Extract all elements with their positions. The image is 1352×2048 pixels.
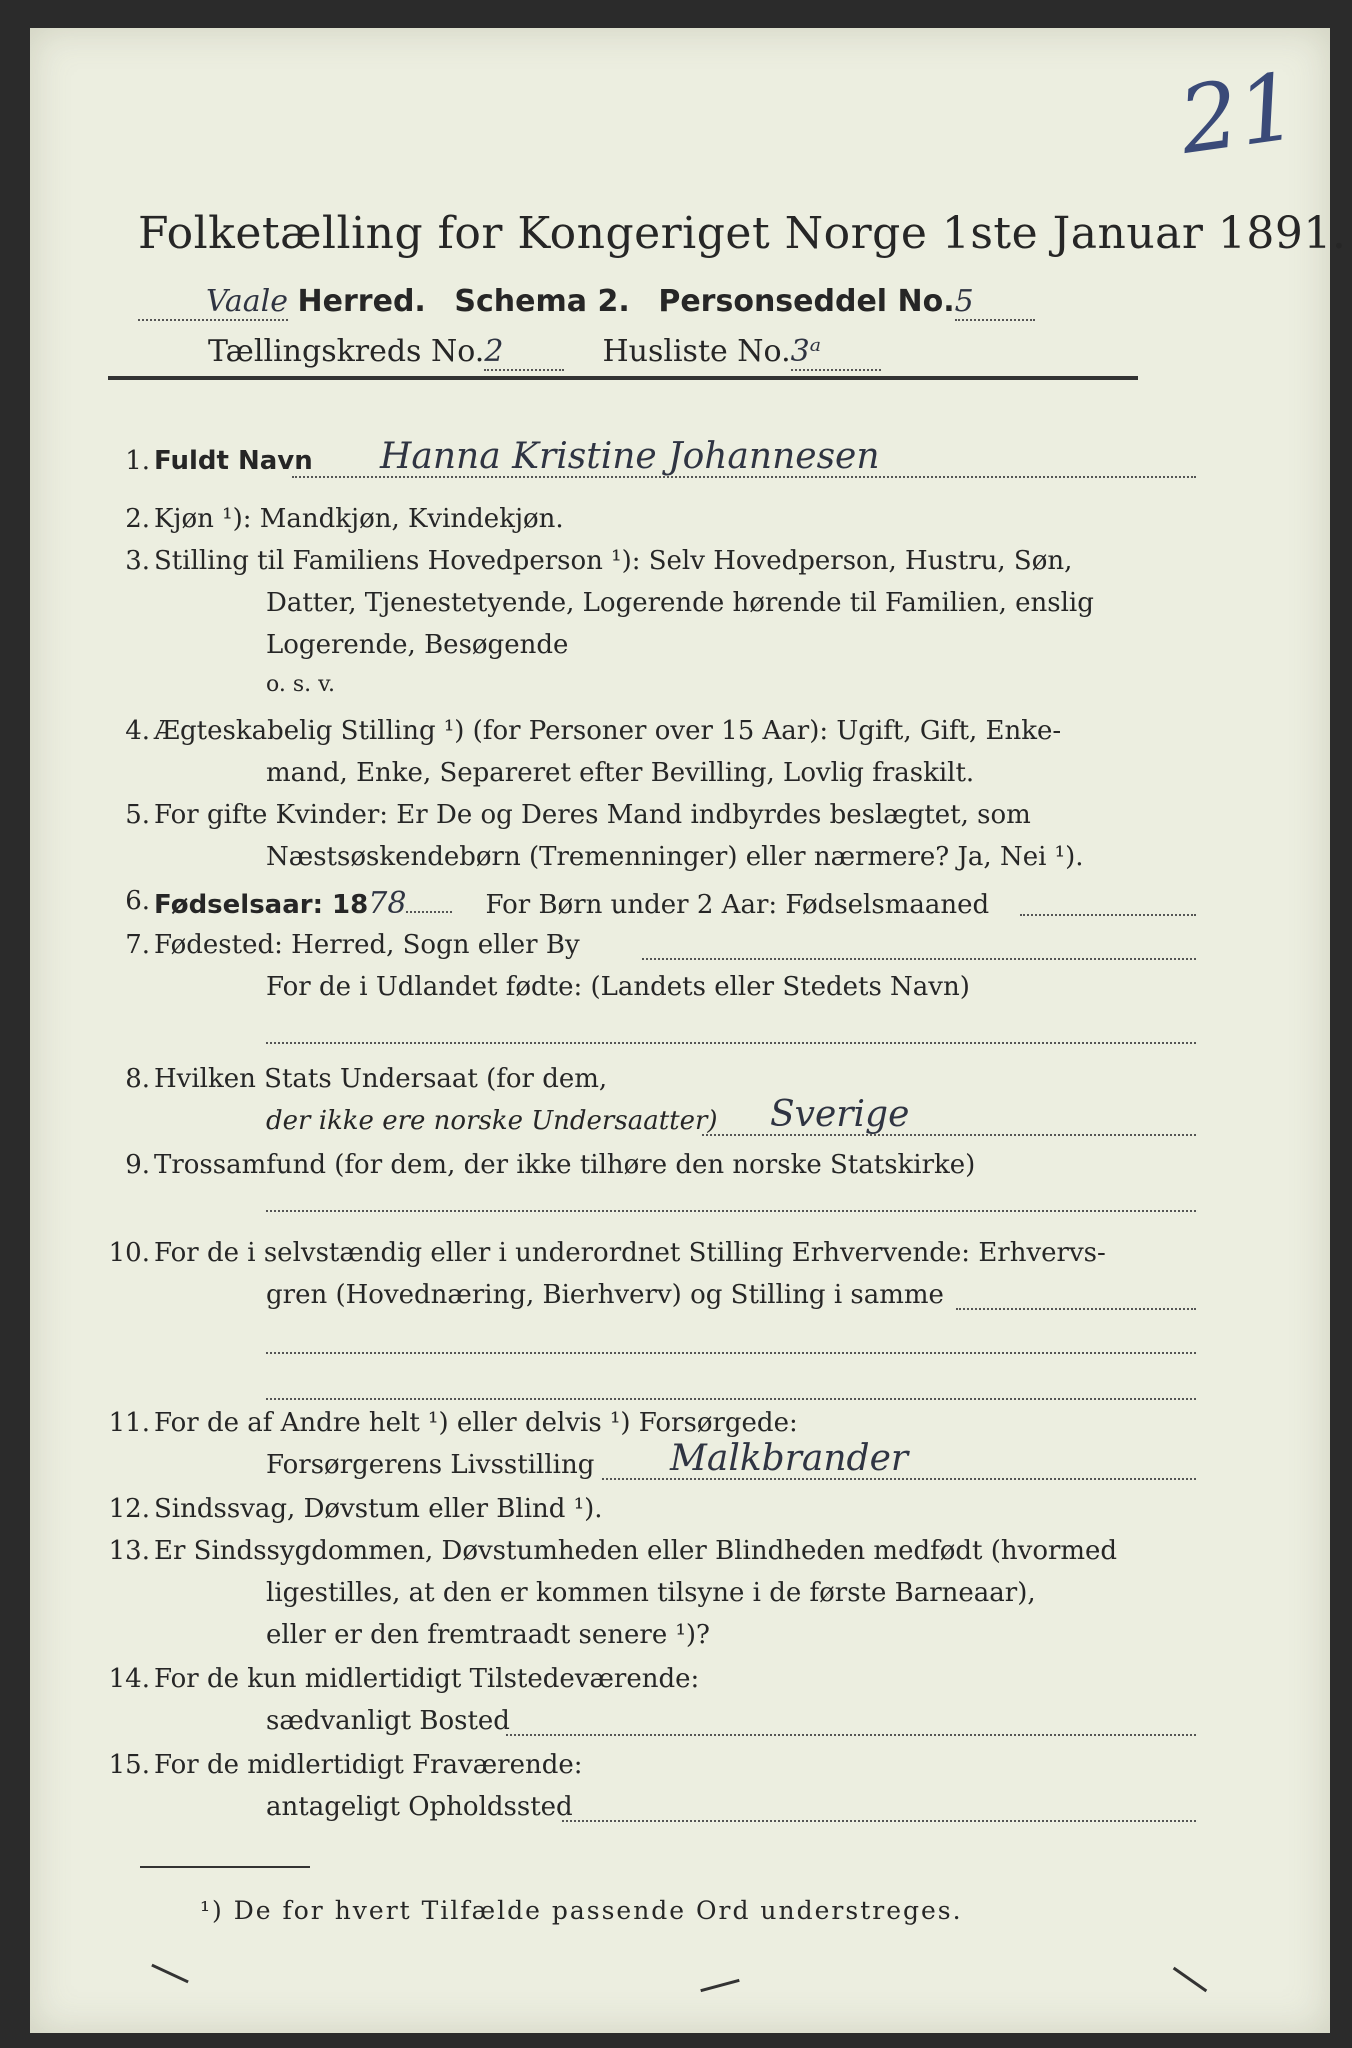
item-10-fill-3: [266, 1398, 1196, 1400]
item-number: 12.: [108, 1494, 150, 1524]
corner-mark-right: [1173, 1967, 1207, 1992]
item-11-value: Malkbrander: [670, 1438, 909, 1479]
item-15-fill: [562, 1820, 1196, 1822]
item-number: 7.: [125, 930, 150, 960]
item-number: 3.: [125, 546, 150, 576]
item-10-fill: [956, 1308, 1196, 1310]
item-10-line-1: For de i selvstændig eller i underordnet Stilling Erhvervende: Erhvervs-: [154, 1238, 1106, 1268]
item-5-line-1: For gifte Kvinder: Er De og Deres Mand indbyrdes beslægtet, som: [154, 800, 1031, 830]
item-13-line-3: eller er den fremtraadt senere ¹)?: [266, 1620, 710, 1650]
husliste-field: [791, 334, 881, 371]
kreds-field: [484, 334, 564, 371]
corner-mark-left: [151, 1964, 189, 1984]
header-row-1: [138, 284, 1035, 321]
item-15-line-1: For de midlertidigt Fraværende:: [154, 1750, 583, 1780]
item-10-line-2: gren (Hovednæring, Bierhverv) og Stilling i samme: [266, 1280, 944, 1310]
header-row-2: [208, 334, 881, 371]
item-number: 15.: [108, 1750, 150, 1780]
item-9-fill: [266, 1210, 1196, 1212]
item-1-label: [154, 446, 313, 476]
item-6-fill-2: [1020, 914, 1196, 916]
item-5-line-2: Næstsøskendebørn (Tremenninger) eller nærmere? Ja, Nei ¹).: [266, 842, 1084, 872]
census-form-sheet: [30, 28, 1347, 2033]
item-7-fill-2: [266, 1042, 1196, 1044]
corner-mark-center: [700, 1979, 739, 1992]
item-1-value: Hanna Kristine Johannesen: [380, 436, 880, 477]
item-number: 11.: [108, 1408, 150, 1438]
schema-label: Schema 2.: [454, 284, 630, 319]
kreds-value: 2: [484, 334, 504, 369]
item-number: 5.: [125, 800, 150, 830]
item-8-line-2: der ikke ere norske Undersaatter): [266, 1106, 718, 1136]
item-3-line-4: o. s. v.: [266, 672, 335, 697]
item-number: 10.: [108, 1238, 150, 1268]
item-8-line-1: Hvilken Stats Undersaat (for dem,: [154, 1064, 608, 1094]
item-11-line-1: For de af Andre helt ¹) eller delvis ¹) Forsørgede:: [154, 1408, 798, 1438]
item-1-text: Fuldt Navn: [154, 446, 313, 476]
form-title: Folketælling for Kongeriget Norge 1ste Januar 1891.: [138, 208, 1347, 259]
personseddel-label: Personseddel No.: [658, 284, 955, 319]
item-number: 1.: [125, 446, 150, 476]
husliste-value: 3ᵃ: [790, 334, 821, 369]
item-13-line-2: ligestilles, at den er kommen tilsyne i de første Barneaar),: [266, 1578, 1036, 1608]
item-7-line-1: Fødested: Herred, Sogn eller By: [154, 930, 580, 960]
item-6-secondary: For Børn under 2 Aar: Fødselsmaaned: [485, 890, 990, 920]
item-7-line-2: For de i Udlandet fødte: (Landets eller Stedets Navn): [266, 972, 970, 1002]
item-14-line-2: sædvanligt Bosted: [266, 1706, 510, 1736]
husliste-label: Husliste No.: [602, 334, 791, 369]
personseddel-value: 5: [954, 284, 974, 319]
item-6-text: [154, 886, 989, 921]
page-number-handwritten: 21: [1173, 52, 1304, 175]
item-12-line-1: Sindssvag, Døvstum eller Blind ¹).: [154, 1494, 603, 1524]
item-14-line-1: For de kun midlertidigt Tilstedeværende:: [154, 1664, 700, 1694]
item-2-text: Kjøn ¹): Mandkjøn, Kvindekjøn.: [154, 504, 564, 534]
header-divider: [108, 376, 1138, 380]
footnote-divider: [140, 1866, 310, 1868]
item-8-value: Sverige: [770, 1094, 910, 1135]
item-4-line-2: mand, Enke, Separeret efter Bevilling, Lovlig fraskilt.: [266, 758, 975, 788]
item-6-fill: [406, 911, 452, 913]
item-6-label: Fødselsaar: 18: [154, 890, 369, 920]
item-4-line-1: Ægteskabelig Stilling ¹) (for Personer over 15 Aar): Ugift, Gift, Enke-: [154, 716, 1062, 746]
footnote: ¹) De for hvert Tilfælde passende Ord understreges.: [200, 1896, 963, 1925]
herred-label: Herred.: [297, 284, 426, 319]
item-3-line-1: Stilling til Familiens Hovedperson ¹): Selv Hovedperson, Hustru, Søn,: [154, 546, 1073, 576]
kreds-label: Tællingskreds No.: [208, 334, 485, 369]
item-13-line-1: Er Sindssygdommen, Døvstumheden eller Blindheden medfødt (hvormed: [154, 1536, 1118, 1566]
item-10-fill-2: [266, 1352, 1196, 1354]
item-6-value: 78: [368, 886, 407, 921]
item-number: 6.: [125, 886, 150, 916]
herred-value: Vaale: [205, 284, 288, 319]
item-3-line-2: Datter, Tjenestetyende, Logerende hørende til Familien, enslig: [266, 588, 1094, 618]
item-number: 2.: [125, 504, 150, 534]
herred-field: [138, 284, 288, 321]
item-11-line-2: Forsørgerens Livsstilling: [266, 1450, 595, 1480]
item-number: 13.: [108, 1536, 150, 1566]
item-number: 8.: [125, 1064, 150, 1094]
item-number: 14.: [108, 1664, 150, 1694]
item-3-line-3: Logerende, Besøgende: [266, 630, 569, 660]
item-number: 4.: [125, 716, 150, 746]
item-15-line-2: antageligt Opholdssted: [266, 1792, 573, 1822]
item-14-fill: [506, 1734, 1196, 1736]
item-number: 9.: [125, 1150, 150, 1180]
personseddel-field: [955, 284, 1035, 321]
item-9-line-1: Trossamfund (for dem, der ikke tilhøre den norske Statskirke): [154, 1150, 976, 1180]
item-7-fill: [642, 958, 1196, 960]
